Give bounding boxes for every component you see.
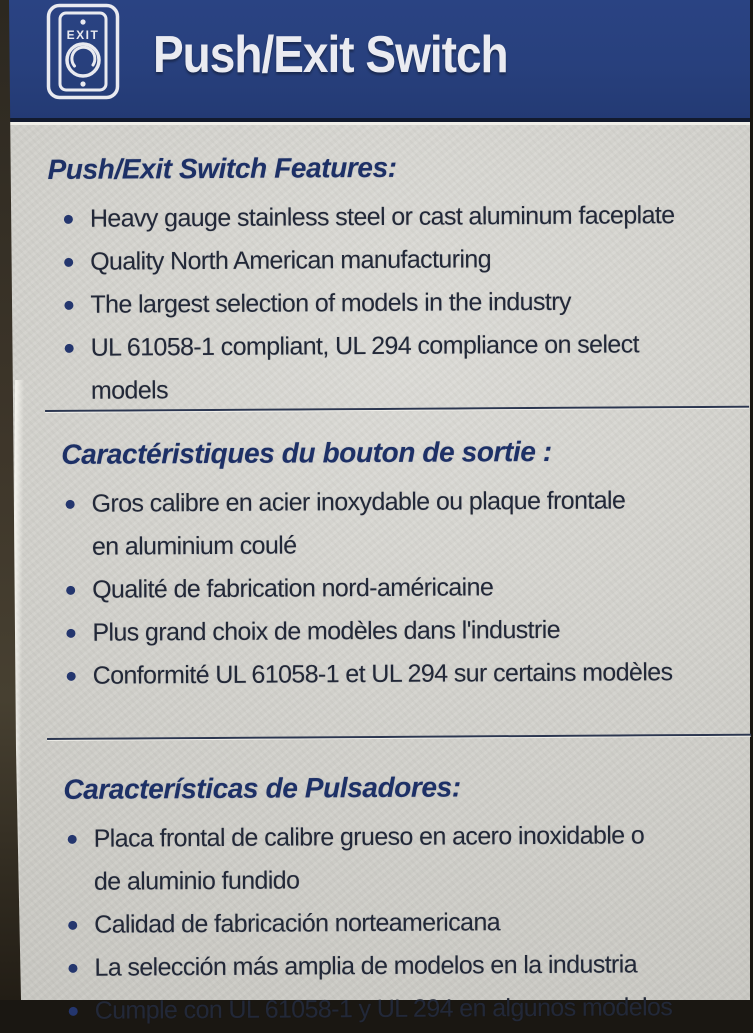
bullet-dot — [69, 1007, 78, 1016]
bullet-dot — [64, 215, 73, 224]
feature-text: UL 61058-1 compliant, UL 294 compliance on select models — [90, 330, 640, 405]
feature-item — [3, 986, 703, 1033]
section-french-features — [0, 435, 701, 698]
bullet-dot — [65, 344, 74, 353]
feature-text: La selección más amplia de modelos en la industria — [94, 950, 638, 982]
feature-item — [0, 479, 700, 569]
bullet-dot — [64, 301, 73, 310]
feature-list-english — [0, 194, 699, 413]
banner — [0, 0, 750, 122]
bullet-dot — [67, 672, 76, 681]
label-body — [0, 125, 750, 1025]
feature-list-french — [0, 479, 701, 698]
section-heading-english: Push/Exit Switch Features: — [47, 151, 397, 185]
label-content — [0, 123, 753, 1025]
bullet-dot — [68, 835, 77, 844]
bullet-dot — [68, 921, 77, 930]
section-heading-spanish: Características de Pulsadores: — [63, 771, 461, 805]
section-english-features — [0, 150, 699, 413]
bullet-dot — [66, 629, 75, 638]
feature-text: Cumple con UL 61058-1 y UL 294 en algunos modelos — [94, 993, 673, 1025]
feature-text: The largest selection of models in the industry — [90, 287, 571, 319]
feature-item — [1, 651, 701, 698]
feature-item — [0, 194, 698, 241]
feature-item — [2, 943, 702, 990]
section-heading-french: Caractéristiques du bouton de sortie : — [61, 435, 552, 470]
feature-item — [0, 280, 699, 327]
feature-item — [0, 608, 700, 655]
feature-item — [2, 814, 703, 904]
bullet-dot — [68, 964, 77, 973]
feature-item — [0, 565, 700, 612]
icon-top-screw — [80, 19, 85, 24]
exit-switch-icon — [46, 3, 120, 100]
section-spanish-features — [1, 770, 703, 1033]
feature-text: Plus grand choix de modèles dans l'industrie — [92, 615, 561, 647]
feature-text: Calidad de fabricación norteamericana — [94, 908, 501, 939]
feature-text: Qualité de fabrication nord-américaine — [92, 573, 494, 604]
bullet-dot — [66, 500, 75, 509]
feature-text: Conformité UL 61058-1 et UL 294 sur certains modèles — [92, 658, 673, 690]
feature-item — [0, 237, 698, 284]
icon-exit-label: EXIT — [66, 28, 100, 42]
feature-text: Placa frontal de calibre grueso en acero inoxidable o de aluminio fundido — [93, 821, 645, 896]
bullet-dot — [64, 258, 73, 267]
feature-text: Heavy gauge stainless steel or cast aluminum faceplate — [89, 201, 675, 233]
icon-bottom-screw — [80, 81, 85, 86]
feature-list-spanish — [2, 814, 703, 1033]
banner-title: Push/Exit Switch — [153, 25, 508, 84]
section-divider — [47, 734, 751, 740]
feature-item — [0, 323, 699, 413]
feature-text: Gros calibre en acier inoxydable ou plaque frontale en aluminium coulé — [91, 486, 626, 561]
bullet-dot — [66, 586, 75, 595]
icon-button-arc — [72, 47, 95, 66]
feature-text: Quality North American manufacturing — [90, 245, 492, 276]
feature-item — [2, 900, 702, 947]
